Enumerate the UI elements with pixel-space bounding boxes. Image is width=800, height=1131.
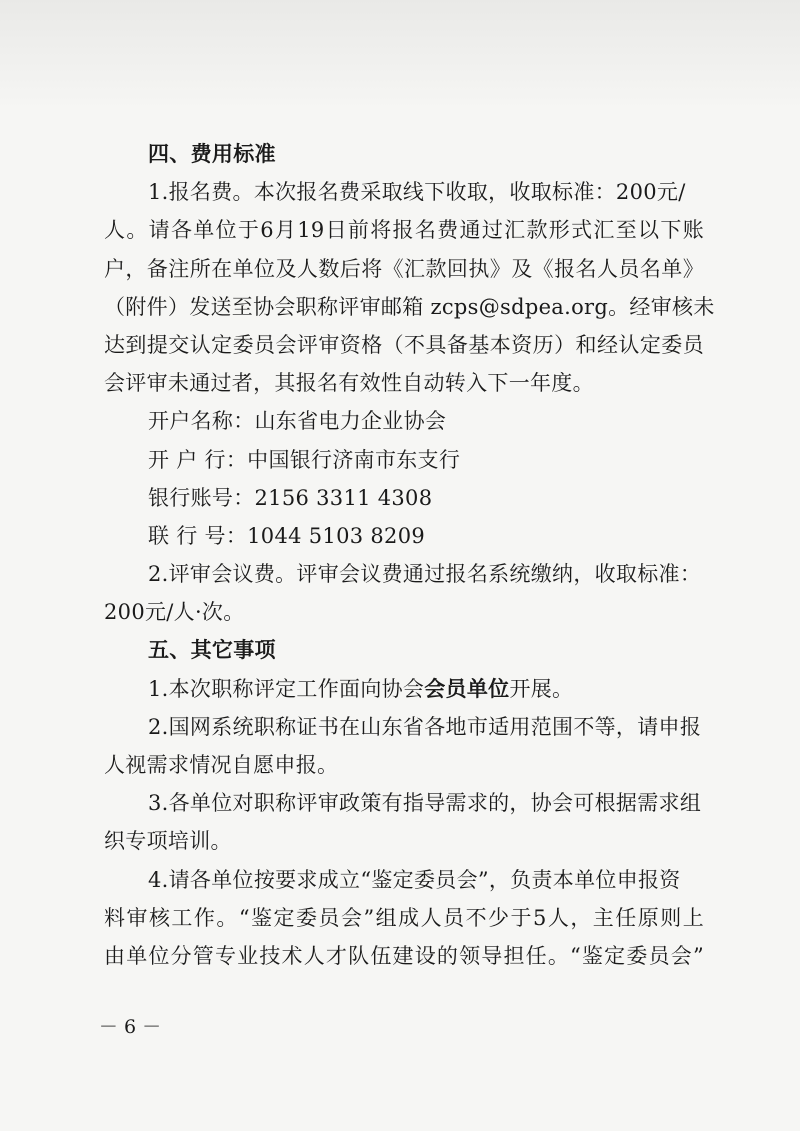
bank-routing-number: 联 行 号：1044 5103 8209 [148,523,426,548]
paragraph-line: （附件）发送至协会职称评审邮箱 zcps@sdpea.org。经审核未 [104,294,715,319]
paragraph-line: 人。请各单位于6月19日前将报名费通过汇款形式汇至以下账 [104,218,704,243]
paragraph-line: 由单位分管专业技术人才队伍建设的领导担任。“鉴定委员会” [104,943,704,968]
bold-text-segment: 会员单位 [424,675,510,701]
bank-account-number: 银行账号：2156 3311 4308 [148,485,433,510]
section-5-title: 五、其它事项 [148,638,276,663]
paragraph-line: 料审核工作。“鉴定委员会”组成人员不少于5人，主任原则上 [104,905,704,930]
bank-branch: 开 户 行：中国银行济南市东支行 [148,447,461,472]
paragraph-line [104,670,704,708]
paragraph-line: 200元/人·次。 [104,600,245,625]
paragraph-line: 3.各单位对职称评审政策有指导需求的，协会可根据需求组 [148,791,702,816]
paragraph-line: 1.报名费。本次报名费采取线下收取，收取标准：200元/ [148,180,686,205]
page-footer [0,1012,800,1042]
scan-shadow [0,0,800,110]
page-number: － 6 － [98,1016,162,1038]
document-page [104,135,715,975]
section-4-title: 四、费用标准 [148,142,276,166]
text-segment: 1.本次职称评定工作面向协会 [148,676,425,701]
text-segment: 开展。 [509,676,574,701]
paragraph-line: 织专项培训。 [104,829,232,854]
bank-account-name: 开户名称：山东省电力企业协会 [148,409,447,434]
paragraph-line: 4.请各单位按要求成立“鉴定委员会”，负责本单位申报资 [148,867,681,892]
paragraph-line: 2.国网系统职称证书在山东省各地市适用范围不等，请申报 [148,714,702,739]
paragraph-line: 2.评审会议费。评审会议费通过报名系统缴纳，收取标准： [148,562,702,587]
paragraph-line: 人视需求情况自愿申报。 [104,753,339,777]
paragraph-line: 会评审未通过者，其报名有效性自动转入下一年度。 [104,371,594,396]
paragraph-line: 户，备注所在单位及人数后将《汇款回执》及《报名人员名单》 [104,256,704,281]
paragraph-line: 达到提交认定委员会评审资格（不具备基本资历）和经认定委员 [104,332,704,357]
